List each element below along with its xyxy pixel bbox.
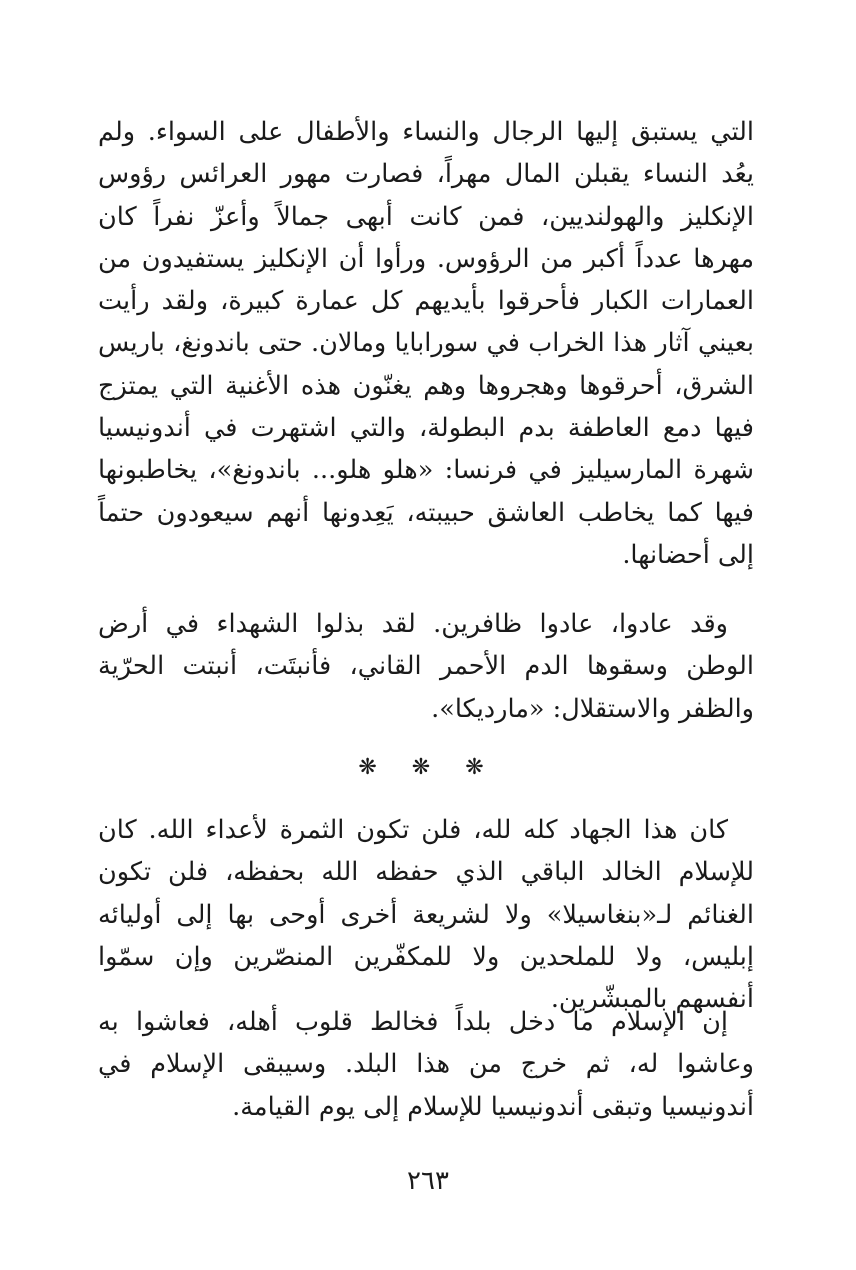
paragraph-jihad [98,809,754,1020]
page-number: ٢٦٣ [407,1166,449,1196]
paragraph-continuation [98,111,754,576]
paragraph-return [98,603,754,730]
paragraph-text: وقد عادوا، عادوا ظافرين. لقد بذلوا الشهداء في أرض الوطن وسقوها الدم الأحمر القاني، فأنبتَت، أنبتت الحرّية والظفر والاستقلال: «مارديكا». [98,609,754,724]
paragraph-islam [98,1001,754,1128]
paragraph-text: التي يستبق إليها الرجال والنساء والأطفال على السواء. ولم يعُد النساء يقبلن المال مهراً، فصارت مهور العرائس رؤوس الإنكليز والهولنديين، فمن كانت أبهى جمالاً وأعزّ نفراً كان مهرها عدداً أكبر من الرؤوس. ورأوا أن الإنكليز يستفيدون من العمارات الكبار فأحرقوا بأيديهم كل عمارة كبيرة، ولقد رأيت بعيني آثار هذا الخراب في سورابايا ومالان. حتى باندونغ، باريس الشرق، أحرقوها وهجروها وهم يغنّون هذه الأغنية التي يمتزج فيها دمع العاطفة بدم البطولة، والتي اشتهرت في أندونيسيا شهرة المارسيليز في فرنسا: «هلو هلو... باندونغ»، يخاطبونها فيها كما يخاطب العاشق حبيبته، يَعِدونها أنهم سيعودون حتماً إلى أحضانها. [98,117,754,570]
section-separator: ❋ ❋ ❋ [358,755,498,780]
paragraph-text: كان هذا الجهاد كله لله، فلن تكون الثمرة لأعداء الله. كان للإسلام الخالد الباقي الذي حفظه الله بحفظه، فلن تكون الغنائم لـ«بنغاسيلا» ولا لشريعة أخرى أوحى بها إلى أوليائه إبليس، ولا للملحدين ولا للمكفّرين المنصّرين وإن سمّوا أنفسهم بالمبشّرين. [98,815,754,1015]
paragraph-text: إن الإسلام ما دخل بلداً فخالط قلوب أهله، فعاشوا به وعاشوا له، ثم خرج من هذا البلد. وسيبقى الإسلام في أندونيسيا وتبقى أندونيسيا للإسلام إلى يوم القيامة. [98,1007,754,1122]
